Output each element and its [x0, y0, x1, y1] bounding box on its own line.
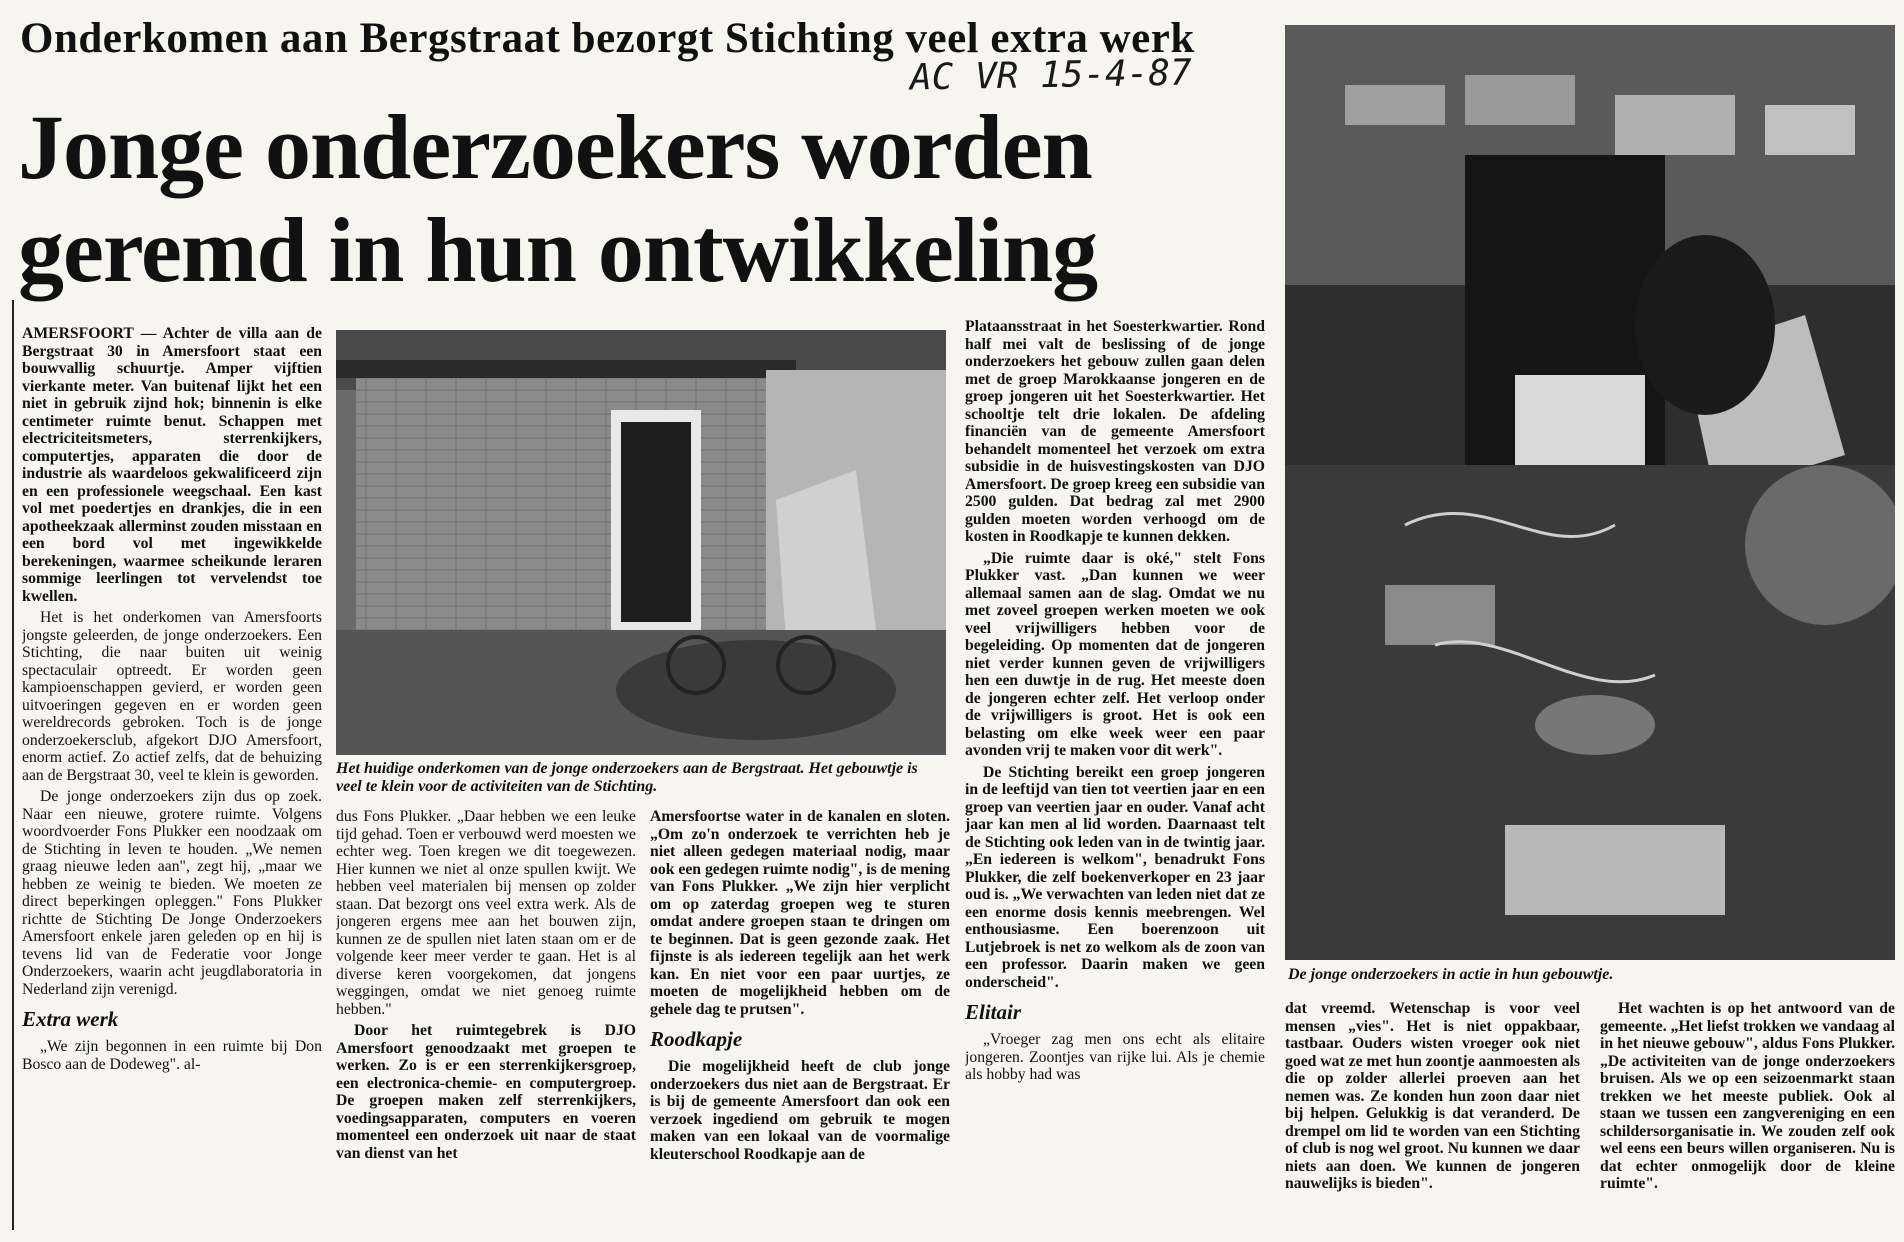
kicker-headline: Onderkomen aan Bergstraat bezorgt Stichting veel extra werk	[20, 15, 1195, 62]
photo-shed-illustration	[336, 330, 946, 755]
photo-shed-bergstraat	[336, 330, 946, 755]
paragraph: Plataansstraat in het Soesterkwartier. Rond half mei valt de beslissing of de jonge onderzoekers het gebouw zullen gaan delen met de groep Marokkaanse jongeren en de groep jongeren uit het Soesterkwartier. Het schooltje telt drie lokalen. De afdeling financiën van de gemeente Amersfoort behandelt momenteel het verzoek om extra subsidie in de huisvestingskosten van DJO Amersfoort. De groep kreeg een subsidie van 2500 gulden. Dat bedrag zal met 2900 gulden moeten worden verhoogd om de kosten in Roodkapje te kunnen dekken.	[965, 318, 1265, 545]
paragraph: dus Fons Plukker. „Daar hebben we een leuke tijd gehad. Toen er verbouwd werd moesten we echter weg. Toen kregen we dit toegewezen. Hier kunnen we niet al onze spullen kwijt. We hebben veel materialen bij mensen op zolder staan. Dat bezorgt ons veel extra werk. Als de jongeren ergens mee aan het bouwen zijn, kunnen ze de spullen niet laten staan om er de volgende keer meer verder te gaan. Het is al diverse keren voorgekomen, dat jongens weggingen, omdat we niet genoeg ruimte hebben."	[336, 808, 636, 1018]
headline-line-1: Jonge onderzoekers worden	[18, 96, 1092, 198]
handwritten-note: AC VR 15-4-87	[909, 52, 1193, 99]
paragraph: „We zijn begonnen in een ruimte bij Don Bosco aan de Dodeweg". al-	[22, 1038, 322, 1073]
paragraph: Door het ruimtegebrek is DJO Amersfoort genoodzaakt met groepen te werken. Zo is er een sterrenkijkersgroep, een electronica-chemie- en computergroep. De groepen maken zelf sterrenkijkers, voedingsapparaten, computers en voeren momenteel een onderzoek uit naar de staat van dienst van het	[336, 1022, 636, 1162]
column-1	[22, 325, 322, 1240]
paragraph: De jonge onderzoekers zijn dus op zoek. Naar een nieuwe, grotere ruimte. Volgens woordvoerder Fons Plukker een noodzaak om de Stichting in leven te houden. „We nemen graag nieuwe leden aan", zegt hij, „maar we hebben ze weinig te bieden. We moeten ze direct beperkingen opleggen." Fons Plukker richtte de Stichting De Jonge Onderzoekers Amersfoort enkele jaren geleden op en hij is tevens lid van de Federatie voor Jonge Onderzoekers, waarin acht jeugdlaboratoria in Nederland zijn verenigd.	[22, 788, 322, 998]
headline-line-2: geremd in hun ontwikkeling	[18, 199, 1098, 301]
paragraph: De Stichting bereikt een groep jongeren in de leeftijd van tien tot veertien jaar en een groep van veertien jaar en ouder. Vanaf acht jaar kan men al lid worden. Daarnaast telt de Stichting ook leden van in de twintig jaar. „En iedereen is welkom", benadrukt Fons Plukker, die zelf boekenverkoper en 23 jaar oud is. „We verwachten van leden niet dat ze een enorme dosis kennis meebrengen. Wel enthousiasme. Een boerenzoon uit Lutjebroek is net zo welkom als de zoon van een professor. Daarin maken we geen onderscheid".	[965, 763, 1265, 991]
left-margin-rule	[12, 300, 14, 1230]
paragraph: Het is het onderkomen van Amersfoorts jongste geleerden, de jonge onderzoekers. Een Stichting, die naar buiten uit weinig spectaculair optreedt. Er worden geen kampioenschappen gevierd, er worden geen uitvoeringen gegeven en er worden geen wereldrecords gebroken. Toch is de jonge onderzoekersclub, afgekort DJO Amersfoort, enorm actief. Zo actief zelfs, dat de behuizing aan de Bergstraat 30, veel te klein is geworden.	[22, 609, 322, 784]
paragraph: „Vroeger zag men ons echt als elitaire jongeren. Zoontjes van rijke lui. Als je chemie als hobby had was	[965, 1031, 1265, 1083]
main-headline	[18, 96, 1283, 302]
photo-workshop-illustration	[1285, 25, 1895, 960]
column-3	[650, 808, 950, 1240]
column-5	[1285, 1000, 1580, 1240]
column-2	[336, 808, 636, 1240]
paragraph: „Die ruimte daar is oké," stelt Fons Plukker vast. „Dan kunnen we weer allemaal samen aan de slag. Omdat we nu met zoveel groepen werken moeten we ook veel vrijwilligers hebben voor de begeleiding. Op momenten dat de jongeren niet verder kunnen geven de vrijwilligers hen een duwtje in de rug. Het meeste doen de jongeren echter zelf. Het verloop onder de vrijwilligers is groot. Het is ook een belasting om elke week weer een paar avonden vrij te maken voor dit werk".	[965, 549, 1265, 759]
paragraph: AMERSFOORT — Achter de villa aan de Bergstraat 30 in Amersfoort staat een bouwvallig schuurtje. Amper vijftien vierkante meter. Van buitenaf lijkt het een niet in gebruik zijnd hok; binnenin is elke centimeter ruimte benut. Schappen met electriciteitsmeters, sterrenkijkers, computertjes, apparaten die door de industrie als waardeloos gekwalificeerd zijn en een professionele weegschaal. Een kast vol met poedertjes en drankjes, die in een apotheekzaak allerminst zouden misstaan en een bord vol met ingewikkelde berekeningen, waarmee scheikunde leraren sommige leerlingen tot vervelendst toe kwellen.	[22, 325, 322, 605]
paragraph: dat vreemd. Wetenschap is voor veel mensen „vies". Het is niet oppakbaar, tastbaar. Ouders wisten vroeger ook niet goed wat ze met hun zoontje aanmoesten als die op zolder allerlei proeven aan het nemen was. Ze konden hun zoon daar niet bij helpen. Gelukkig is dat veranderd. De drempel om lid te worden van een Stichting of club is nog wel groot. Nu kunnen we daar niets aan doen. We kunnen de jongeren nauwelijks is bieden".	[1285, 1000, 1580, 1192]
subheading-roodkapje: Roodkapje	[650, 1027, 743, 1051]
photo-researchers-at-work	[1285, 25, 1895, 960]
paragraph: Die mogelijkheid heeft de club jonge onderzoekers dus niet aan de Bergstraat. Er is bij de gemeente Amersfoort dan ook een verzoek ingediend om gebruik te mogen maken van een lokaal van de voormalige kleuterschool Roodkapje aan de	[650, 1058, 950, 1163]
photo-1-caption: Het huidige onderkomen van de jonge onderzoekers aan de Bergstraat. Het gebouwtje is veel te klein voor de activiteiten van de Stichting.	[336, 760, 918, 795]
column-4	[965, 318, 1265, 1240]
paragraph: Het wachten is op het antwoord van de gemeente. „Het liefst trokken we vandaag al in het nieuwe gebouw", aldus Fons Plukker. „De activiteiten van de jonge onderzoekers bruisen. Als we op een seizoenmarkt staan trekken we het meeste publiek. Ook al staan we tussen een zangvereniging en een schildersorganisatie in. We zouden zelf ook wel eens een beurs willen organiseren. Nu is dat echter onmogelijk door de kleine ruimte".	[1600, 1000, 1895, 1192]
photo-2-caption: De jonge onderzoekers in actie in hun gebouwtje.	[1288, 966, 1614, 983]
column-6	[1600, 1000, 1895, 1240]
subheading-elitair: Elitair	[965, 1000, 1022, 1024]
paragraph: Amersfoortse water in de kanalen en sloten. „Om zo'n onderzoek te verrichten heb je niet alleen gedegen materiaal nodig, maar ook een gedegen ruimte nodig", is de mening van Fons Plukker. „We zijn hier verplicht om op zaterdag groepen weg te sturen omdat andere groepen staan te dringen om te beginnen. Dat is geen gezonde zaak. Het fijnste is als iedereen tegelijk aan het werk kan. En niet voor een paar uurtjes, ze moeten de mogelijkheid hebben om de gehele dag te prutsen".	[650, 808, 950, 1018]
subheading-extra-werk: Extra werk	[22, 1007, 119, 1031]
